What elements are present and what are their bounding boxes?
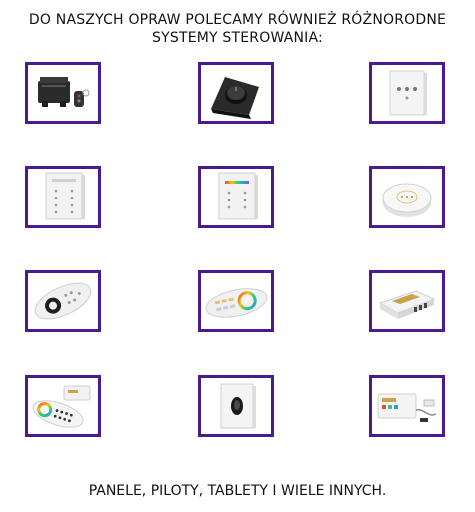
rotary-dimmer-knob-icon: [201, 65, 271, 121]
page-heading: [0, 11, 475, 47]
product-tile-dimmer-box: [25, 62, 101, 124]
product-tile-rgb-remote: [198, 270, 274, 332]
product-tile-wall-rotary: [198, 375, 274, 437]
product-tile-remote-set: [25, 375, 101, 437]
footer-text: PANELE, PILOTY, TABLETY I WIELE INNYCH.: [88, 483, 387, 499]
product-tile-round-remote: [369, 166, 445, 228]
remote-and-receiver-set-icon: [28, 378, 98, 434]
oval-touch-remote-icon: [28, 273, 98, 329]
wifi-controller-box-icon: [372, 378, 442, 434]
touch-wall-panel-4-zone-icon: [28, 169, 98, 225]
product-tile-touch-panel-rgb: [198, 166, 274, 228]
round-wireless-remote-icon: [372, 169, 442, 225]
product-tile-rotary-dimmer: [198, 62, 274, 124]
touch-wall-panel-rgb-icon: [201, 169, 271, 225]
wall-rotary-switch-icon: [201, 378, 271, 434]
product-tile-touch-panel-4: [25, 166, 101, 228]
touch-wall-panel-3-button-icon: [372, 65, 442, 121]
heading-line-1: DO NASZYCH OPRAW POLECAMY RÓWNIEŻ RÓŻNORODNE: [28, 12, 447, 28]
product-tile-wifi-controller: [369, 375, 445, 437]
heading-line-2: SYSTEMY STEROWANIA:: [152, 30, 323, 46]
dimmer-box-with-key-fob-icon: [28, 65, 98, 121]
product-tile-led-controller: [369, 270, 445, 332]
led-controller-box-icon: [372, 273, 442, 329]
product-tile-touch-panel-3: [369, 62, 445, 124]
product-tile-oval-remote: [25, 270, 101, 332]
rgb-touch-remote-icon: [201, 273, 271, 329]
